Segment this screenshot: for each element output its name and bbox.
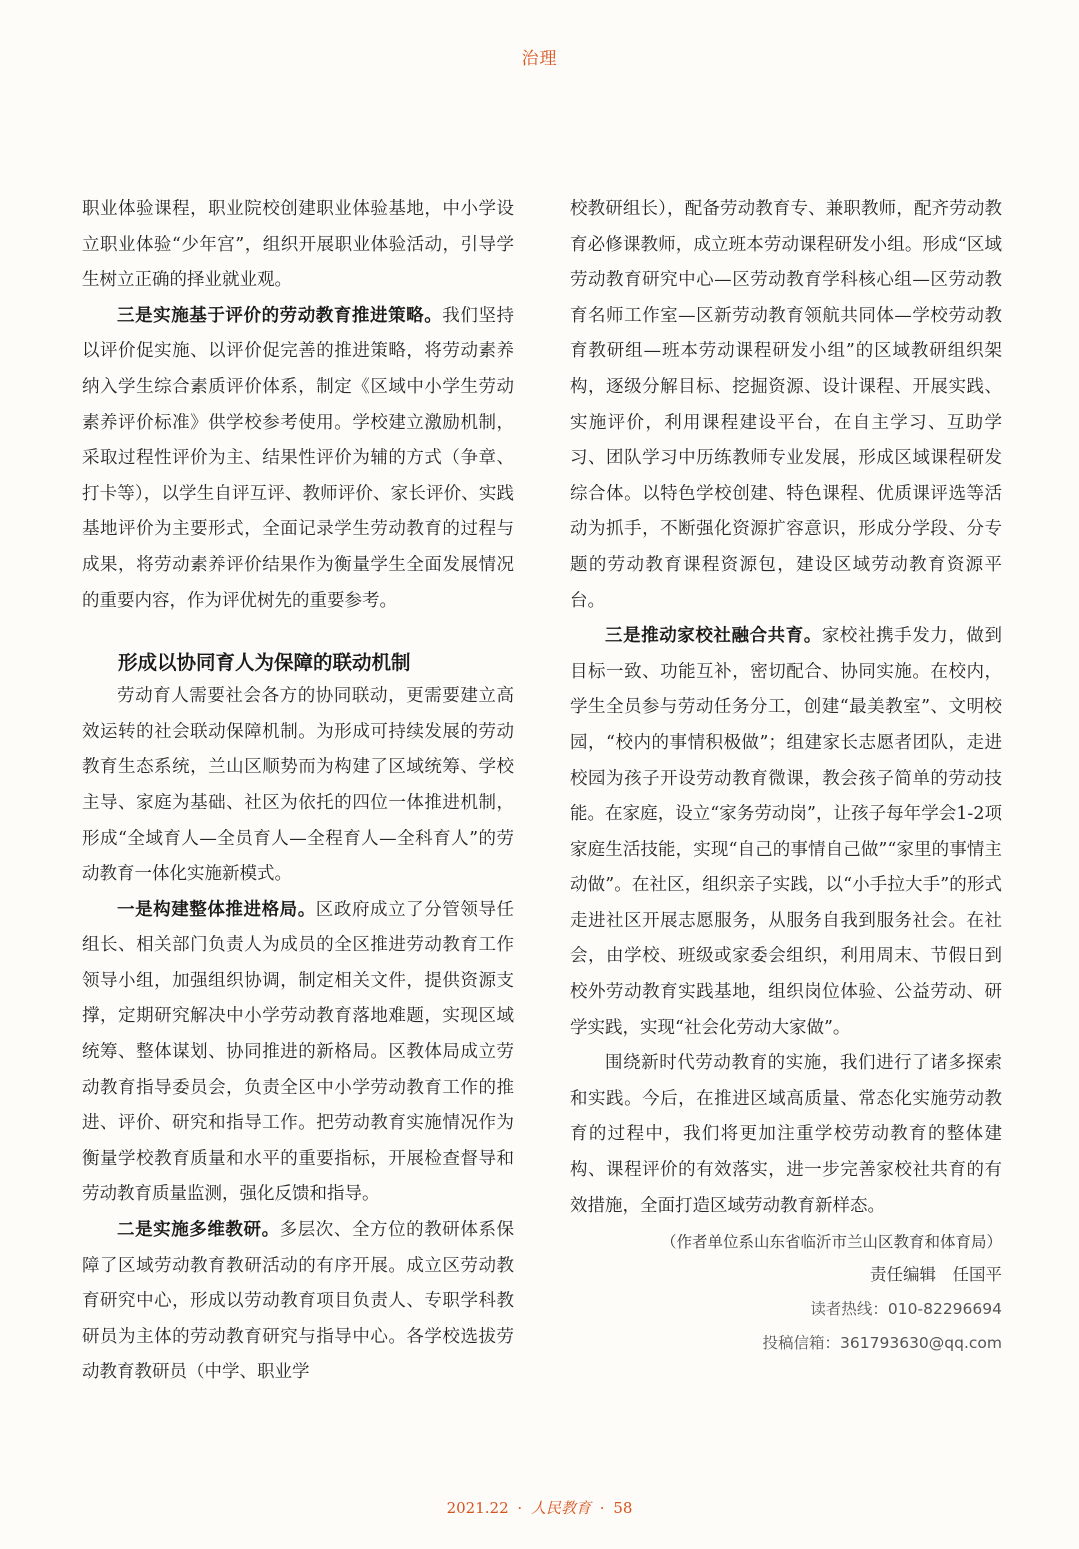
author-affiliation: （作者单位系山东省临沂市兰山区教育和体育局） xyxy=(660,1233,1002,1252)
footer-separator: · xyxy=(599,1499,605,1517)
paragraph-home-school-community xyxy=(570,619,1002,1046)
page-footer xyxy=(0,1497,1079,1518)
paragraph-body: 我们坚持以评价促实施、以评价促完善的推进策略，将劳动素养纳入学生综合素质评价体系，制定《区域中小学生劳动素养评价标准》供学校参考使用。学校建立激励机制，采取过程性评价为主、结果性评价为辅的方式（争章、打卡等），以学生自评互评、教师评价、家长评价、实践基地评价为主要形式，全面记录学生劳动教育的过程与成果，将劳动素养评价结果作为衡量学生全面发展情况的重要内容，作为评优树先的重要参考。 xyxy=(82,305,515,611)
submission-email: 投稿信箱：361793630@qq.com xyxy=(762,1334,1002,1353)
reader-hotline: 读者热线：010-82296694 xyxy=(810,1300,1002,1319)
paragraph-lead: 三是推动家校社融合共育。 xyxy=(605,626,822,647)
magazine-name: 人民教育 xyxy=(530,1499,591,1517)
paragraph-intro: 劳动育人需要社会各方的协同联动，更需要建立高效运转的社会联动保障机制。为形成可持续发展的劳动教育生态系统，兰山区顺势而为构建了区域统筹、学校主导、家庭为基础、社区为依托的四位一体推进机制，形成“全域育人—全员育人—全程育人—全科育人”的劳动教育一体化实施新模式。 xyxy=(82,686,514,885)
paragraph-conclusion: 围绕新时代劳动教育的实施，我们进行了诸多探索和实践。今后，在推进区域高质量、常态化实施劳动教育的过程中，我们将更加注重学校劳动教育的整体建构、课程评价的有效落实，进一步完善家校社共育的有效措施，全面打造区域劳动教育新样态。 xyxy=(570,1053,1002,1216)
paragraph-multi-research xyxy=(82,1213,514,1391)
paragraph-lead: 二是实施多维教研。 xyxy=(117,1220,280,1241)
paragraph-continued: 校教研组长），配备劳动教育专、兼职教师，配齐劳动教育必修课教师，成立班本劳动课程研发小组。形成“区域劳动教育研究中心—区劳动教育学科核心组—区劳动教育名师工作室—区新劳动教育领航共同体—学校劳动教育教研组—班本劳动课程研发小组”的区域教研组织架构，逐级分解目标、挖掘资源、设计课程、开展实践、实施评价，利用课程建设平台，在自主学习、互助学习、团队学习中历练教师专业发展，形成区域课程研发综合体。以特色学校创建、特色课程、优质课评选等活动为抓手，不断强化资源扩容意识，形成分学段、分专题的劳动教育课程资源包，建设区域劳动教育资源平台。 xyxy=(570,199,1002,611)
responsible-editor: 责任编辑 任国平 xyxy=(870,1265,1002,1285)
page-number: 58 xyxy=(613,1499,633,1517)
issue-number: 2021.22 xyxy=(446,1499,509,1517)
paragraph-body: 家校社携手发力，做到目标一致、功能互补，密切配合、协同实施。在校内，学生全员参与劳动任务分工，创建“最美教室”、文明校园，“校内的事情积极做”；组建家长志愿者团队，走进校园为孩子开设劳动教育微课，教会孩子简单的劳动技能。在家庭，设立“家务劳动岗”，让孩子每年学会1-2项家庭生活技能，实现“自己的事情自己做”“家里的事情主动做”。在社区，组织亲子实践，以“小手拉大手”的形式走进社区开展志愿服务，从服务自我到服务社会。在社会，由学校、班级或家委会组织，利用周末、节假日到校外劳动教育实践基地，组织岗位体验、公益劳动、研学实践，实现“社会化劳动大家做”。 xyxy=(570,626,1003,1038)
paragraph-body: 区政府成立了分管领导任组长、相关部门负责人为成员的全区推进劳动教育工作领导小组，加强组织协调，制定相关文件，提供资源支撑，定期研究解决中小学劳动教育落地难题，实现区域统筹、整体谋划、协同推进的新格局。区教体局成立劳动教育指导委员会，负责全区中小学劳动教育工作的推进、评价、研究和指导工作。把劳动教育实施情况作为衡量学校教育质量和水平的重要指标，开展检查督导和劳动教育质量监测，强化反馈和指导。 xyxy=(82,899,515,1205)
paragraph-evaluation-strategy xyxy=(82,299,514,619)
section-tag: 治理 xyxy=(521,49,558,69)
right-column xyxy=(570,192,1002,1360)
left-column xyxy=(82,192,514,1391)
paragraph-continued: 职业体验课程，职业院校创建职业体验基地，中小学设立职业体验“少年宫”，组织开展职业体验活动，引导学生树立正确的择业就业观。 xyxy=(82,199,514,291)
section-heading: 形成以协同育人为保障的联动机制 xyxy=(118,651,411,675)
footer-separator: · xyxy=(517,1499,523,1517)
paragraph-lead: 三是实施基于评价的劳动教育推进策略。 xyxy=(117,305,443,326)
paragraph-lead: 一是构建整体推进格局。 xyxy=(117,899,316,920)
paragraph-overall-pattern xyxy=(82,893,514,1213)
paragraph-body: 多层次、全方位的教研体系保障了区域劳动教育教研活动的有序开展。成立区劳动教育研究中心，形成以劳动教育项目负责人、专职学科教研员为主体的劳动教育研究与指导中心。各学校选拔劳动教育教研员（中学、职业学 xyxy=(82,1220,515,1383)
